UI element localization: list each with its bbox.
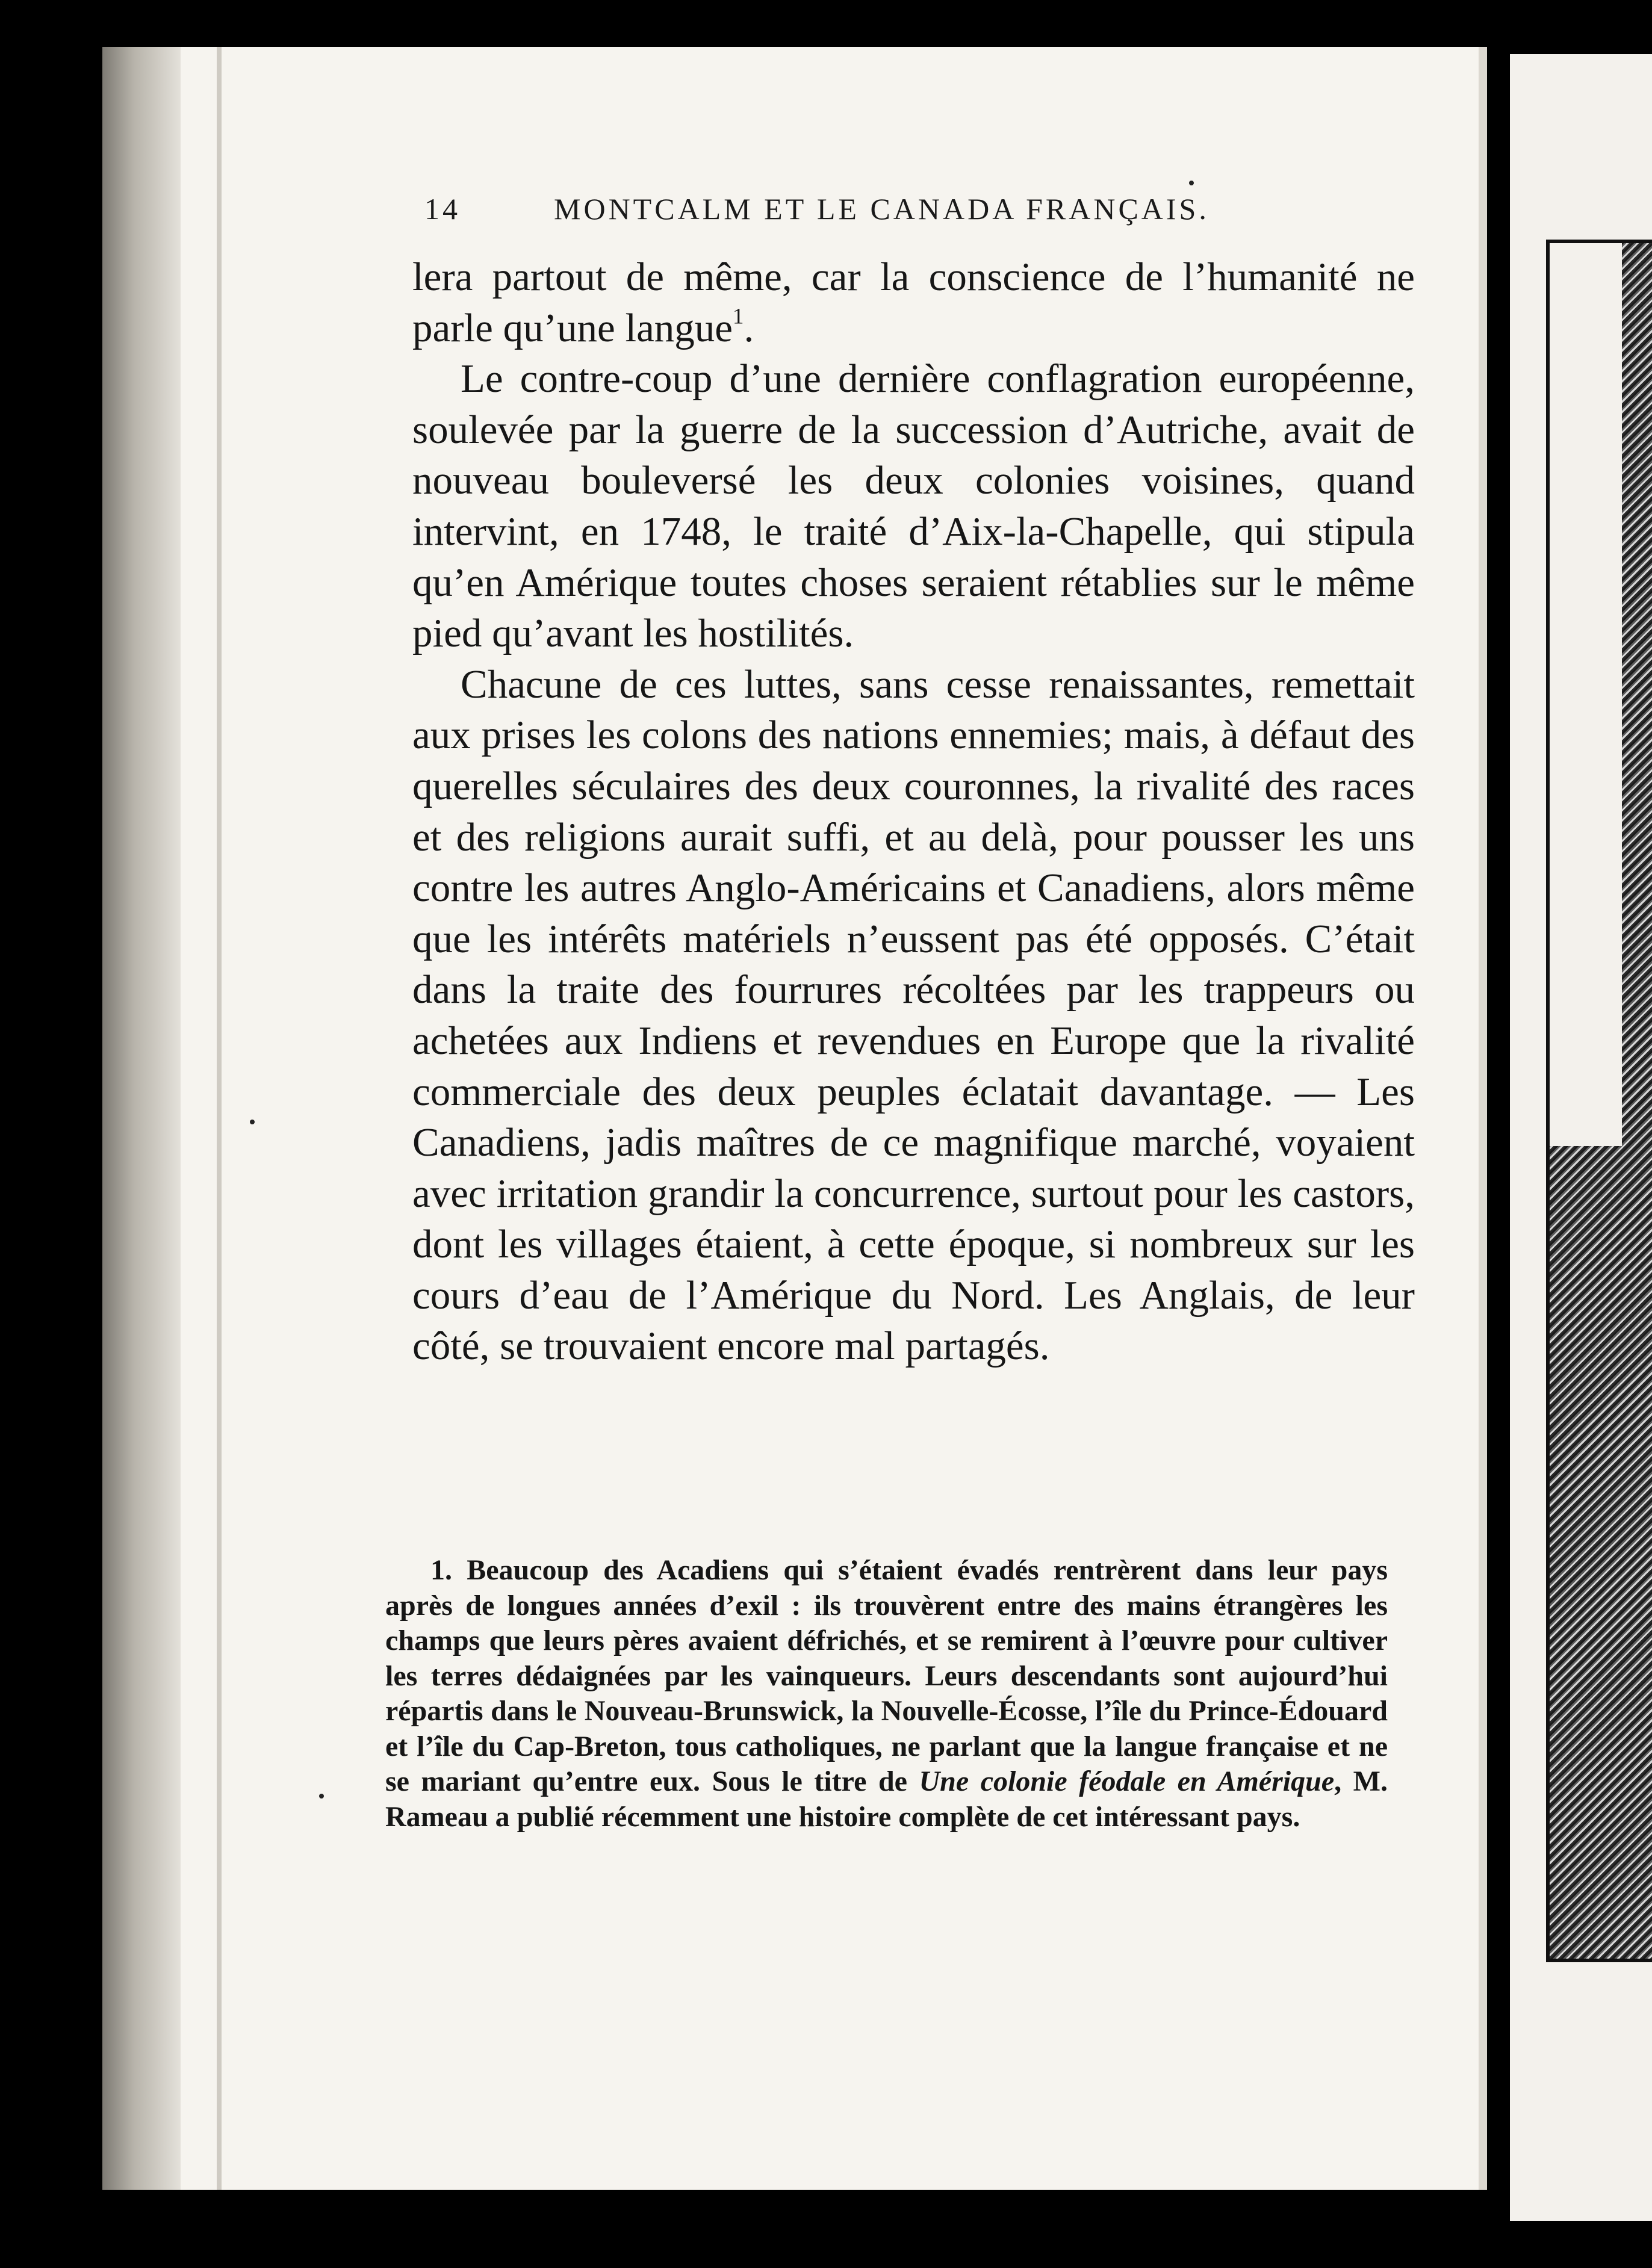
facing-page (1510, 54, 1652, 2221)
page-number: 14 (424, 192, 461, 226)
running-header (424, 191, 1282, 235)
print-speck (319, 1794, 324, 1799)
footnote-text-before: Beaucoup des Acadiens qui s’étaient évadés rentrèrent dans leur pays après de longues années d’exil : ils trouvèrent entre des mains étrangères les champs que leurs pères avaient défrichés, et se remirent à l’œuvre pour cultiver les terres dédaignées par les vainqueurs. Leurs descendants sont aujourd’hui répartis dans le Nouveau-Brunswick, la Nouvelle-Écosse, l’île du Prince-Édouard et l’île du Cap-Breton, tous catholiques, ne parlant que la langue française et ne se mariant qu’entre eux. Sous le titre de (385, 1554, 1388, 1797)
print-speck (250, 1120, 255, 1124)
paragraph-2: Le contre-coup d’une dernière conflagration européenne, soulevée par la guerre de la succession d’Autriche, avait de nouveau bouleversé les deux colonies voisines, quand intervint, en 1748, le traité d’Aix-la-Chapelle, qui stipula qu’en Amérique toutes choses seraient rétablies sur le même pied qu’avant les hostilités. (412, 356, 1415, 656)
running-title: MONTCALM ET LE CANADA FRANÇAIS. (554, 192, 1210, 226)
facing-page-engraving (1546, 240, 1652, 1962)
page-gutter-shadow (102, 47, 181, 2190)
paragraph-1 (412, 252, 1415, 353)
paragraph-3: Chacune de ces luttes, sans cesse renaissantes, remettait aux prises les colons des nations ennemies; mais, à défaut des querelles séculaires des deux couronnes, la rivalité des races et des religions aurait suffi, et au delà, pour pousser les uns contre les autres Anglo-Américains et Canadiens, alors même que les intérêts matériels n’eussent pas été opposés. C’était dans la traite des fourrures récoltées par les trappeurs ou achetées aux Indiens et revendues en Europe que la rivalité commerciale des deux peuples éclatait davantage. — Les Canadiens, jadis maîtres de ce magnifique marché, voyaient avec irritation grandir la concurrence, surtout pour les castors, dont les villages étaient, à cette époque, si nombreux sur les cours d’eau de l’Amérique du Nord. Les Anglais, de leur côté, se trouvaient encore mal partagés. (412, 662, 1415, 1369)
page-fold-line (217, 47, 222, 2190)
footnote-text-after: , M. Rameau a publié récemment une histoire complète de cet intéressant pays. (385, 1765, 1388, 1833)
print-speck (1189, 181, 1194, 185)
footnote-book-title: Une colonie féodale en Amérique (919, 1765, 1335, 1797)
footnote (385, 1553, 1388, 1835)
paragraph-1-end: . (744, 305, 754, 350)
footnote-reference: 1 (733, 303, 744, 329)
paragraph-1-text: lera partout de même, car la conscience de l’humanité ne parle qu’une langue (412, 255, 1415, 350)
page-right-edge (1479, 47, 1487, 2190)
main-text (412, 252, 1415, 1372)
footnote-number: 1. (430, 1554, 452, 1586)
